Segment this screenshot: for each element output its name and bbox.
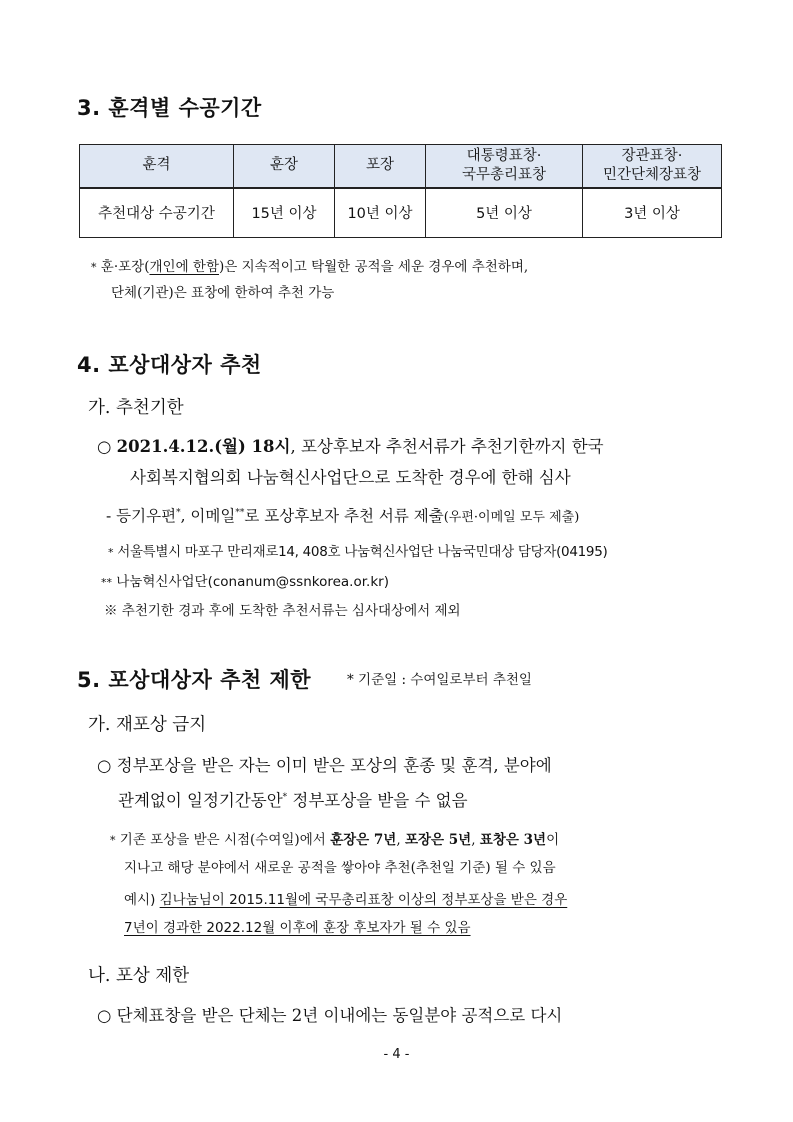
email-note [101,570,389,590]
limit-rule-line-1 [97,1002,562,1026]
page-number: - 4 - [383,1047,410,1062]
submit-note: (우편·이메일 모두 제출) [443,510,580,525]
circle-bullet: ○ [97,1006,112,1025]
reaward-rule-line-2 [118,787,468,811]
header-line: 대통령표창· [466,147,542,164]
example-line-2 [124,916,471,936]
rule-text: 정부포상을 받은 자는 이미 받은 포상의 훈종 및 훈격, 분야에 [116,756,552,775]
detail-text: , [396,832,405,848]
subsection-reaward-title: 가. 재포상 금지 [88,715,207,735]
submit-text: - 등기우편 [106,507,177,525]
address-note [108,540,607,560]
rule-text: 정부포상을 받을 수 없음 [287,791,468,810]
table-header-cell: 훈격 [80,145,234,188]
deadline-warning: ※ 추천기한 경과 후에 도착한 추천서류는 심사대상에서 제외 [104,603,461,619]
table-cell: 10년 이상 [335,188,426,238]
submit-text: 로 포상후보자 추천 서류 제출 [244,507,444,525]
detail-bold: 포장은 5년 [404,832,472,848]
example-line-1 [124,888,567,908]
table-cell: 3년 이상 [583,188,722,238]
table-header-cell [426,145,583,188]
detail-bold: 표창은 3년 [479,832,547,848]
note-underlined: 개인에 한함 [149,259,219,275]
rule-text: 관계없이 일정기간동안 [118,791,283,810]
deadline-line-1 [97,433,604,457]
note-star: * [108,546,114,559]
deadline-line-2: 사회복지협의회 나눔혁신사업단으로 도착한 경우에 한해 심사 [130,468,571,487]
award-period-table [79,144,722,238]
table-cell: 5년 이상 [426,188,583,238]
detail-text: 이 [546,832,560,848]
table-note-line-1 [91,255,528,275]
detail-text: 기존 포상을 받은 시점(수여일)에서 [119,832,331,848]
footnote-mark: ** [235,507,245,518]
detail-bold: 훈장은 7년 [330,832,397,848]
footnote-mark: * [282,792,288,803]
note-star: * [110,834,116,847]
note-text: 훈·포장( [100,259,150,275]
example-label: 예시) [124,892,160,908]
table-header-cell [583,145,722,188]
address-text: 서울특별시 마포구 만리재로14, 408호 나눔혁신사업단 나눔국민대상 담당자(04195) [117,544,608,560]
limit-text: 단체표창을 받은 단체는 2년 이내에는 동일분야 공적으로 다시 [116,1006,563,1025]
footnote-mark: * [176,507,181,518]
header-line: 국무총리표창 [461,166,547,183]
circle-bullet: ○ [97,756,112,775]
table-note-line-2: 단체(기관)은 표창에 한하여 추천 가능 [111,285,335,301]
subsection-limit-title: 나. 포상 제한 [88,966,190,986]
base-date-note: * 기준일 : 수여일로부터 추천일 [347,672,532,688]
table-cell: 15년 이상 [234,188,335,238]
table-header-cell: 포장 [335,145,426,188]
table-header-cell: 훈장 [234,145,335,188]
email-text: 나눔혁신사업단(conanum@ssnkorea.or.kr) [116,574,389,590]
note-text: )은 지속적이고 탁월한 공적을 세운 경우에 추천하며, [218,259,529,275]
header-line: 민간단체장표창 [602,166,702,183]
section-4-title: 4. 포상대상자 추천 [77,353,262,377]
subsection-deadline-title: 가. 추천기한 [88,398,184,418]
submission-method [106,504,579,526]
reaward-rule-line-1 [97,752,552,776]
table-cell: 추천대상 수공기간 [80,188,234,238]
deadline-datetime: 2021.4.12.(월) 18시 [116,437,291,456]
submit-text: , 이메일 [180,507,236,525]
example-text: 7년이 경과한 2022.12월 이후에 훈장 후보자가 될 수 있음 [124,920,471,936]
note-star: ** [101,576,112,589]
header-line: 장관표창· [621,147,683,164]
detail-text: , [471,832,480,848]
note-star: * [91,261,97,274]
deadline-text: , 포상후보자 추천서류가 추천기한까지 한국 [290,437,604,456]
reaward-detail-line-1 [110,828,559,848]
table-row [80,188,722,238]
circle-bullet: ○ [97,437,112,456]
section-5-title: 5. 포상대상자 추천 제한 [77,668,312,692]
section-3-title: 3. 훈격별 수공기간 [77,96,262,120]
table-header-row [80,145,722,188]
reaward-detail-line-2: 지나고 해당 분야에서 새로운 공적을 쌓아야 추천(추천일 기준) 될 수 있음 [124,860,556,876]
example-text: 김나눔님이 2015.11월에 국무총리표창 이상의 정부포상을 받은 경우 [159,892,568,908]
